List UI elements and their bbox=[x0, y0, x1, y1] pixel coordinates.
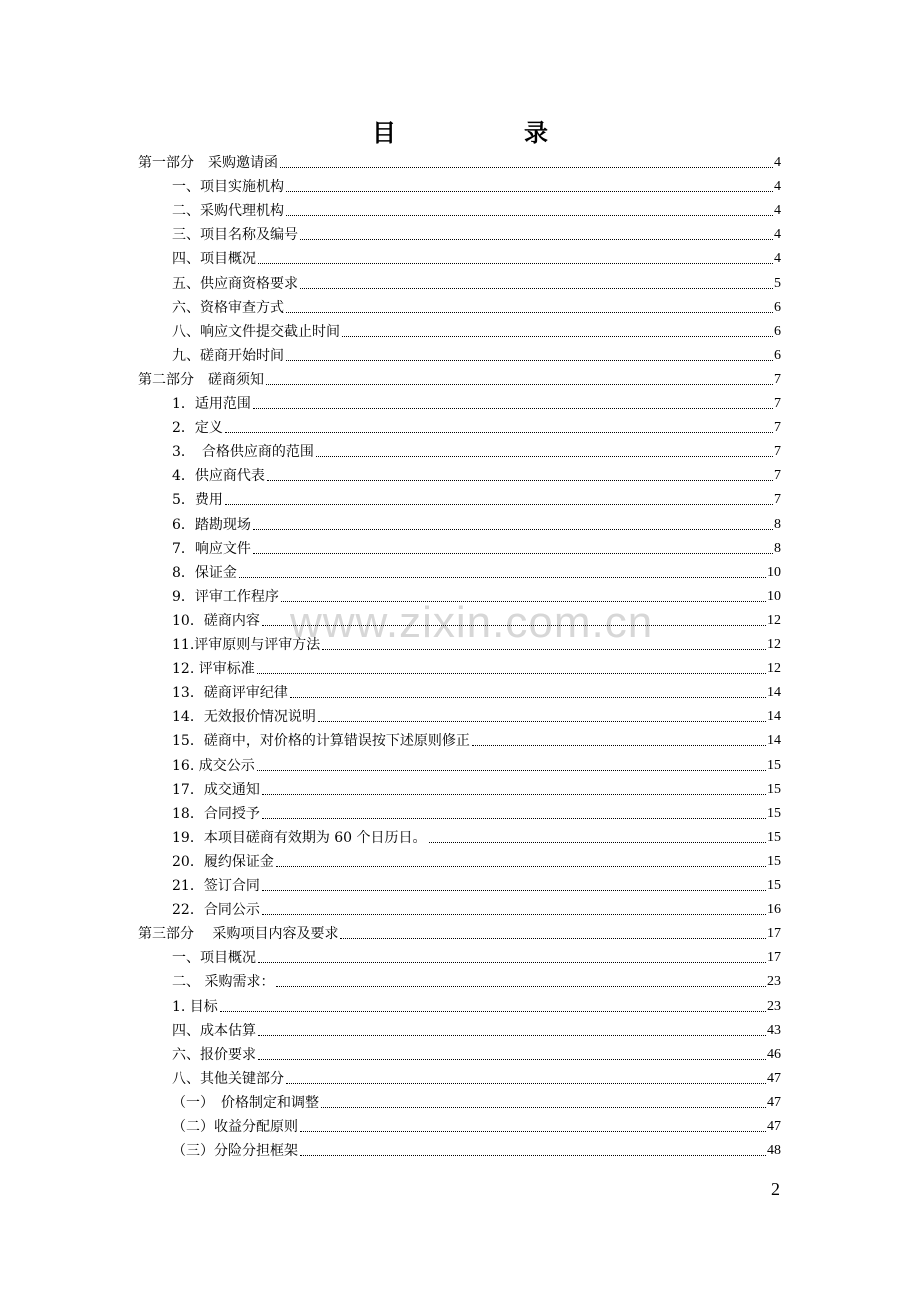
toc-entry-label: 22．合同公示 bbox=[172, 902, 260, 919]
toc-entry-page: 6 bbox=[774, 299, 781, 315]
toc-dot-leader bbox=[340, 938, 766, 939]
toc-entry[interactable] bbox=[172, 849, 781, 871]
toc-entry[interactable] bbox=[172, 632, 781, 654]
toc-title: 目 录 bbox=[372, 118, 600, 147]
toc-dot-leader bbox=[257, 770, 766, 771]
toc-dot-leader bbox=[316, 456, 773, 457]
watermark: www.zixin.com.cn bbox=[290, 598, 654, 647]
toc-entry[interactable] bbox=[172, 536, 781, 558]
toc-dot-leader bbox=[472, 745, 766, 746]
toc-entry-page: 7 bbox=[774, 371, 781, 387]
toc-entry-page: 47 bbox=[767, 1070, 781, 1086]
toc-dot-leader bbox=[262, 914, 766, 915]
toc-dot-leader bbox=[280, 167, 773, 168]
toc-dot-leader bbox=[225, 432, 773, 433]
toc-entry-page: 8 bbox=[774, 516, 781, 532]
toc-entry[interactable] bbox=[172, 198, 781, 220]
toc-entry-label: 二、 采购需求： bbox=[172, 974, 275, 991]
toc-entry-label: 19．本项目磋商有效期为 60 个日历日。 bbox=[172, 829, 427, 846]
toc-entry-label: 八、响应文件提交截止时间 bbox=[172, 323, 340, 340]
toc-entry-page: 7 bbox=[774, 468, 781, 484]
toc-dot-leader bbox=[429, 842, 766, 843]
toc-entry-page: 14 bbox=[767, 733, 781, 749]
toc-entry[interactable] bbox=[172, 1066, 781, 1088]
toc-dot-leader bbox=[286, 360, 773, 361]
toc-entry-label: 二、采购代理机构 bbox=[172, 203, 284, 220]
toc-entry-page: 12 bbox=[767, 661, 781, 677]
toc-entry[interactable] bbox=[172, 825, 781, 847]
toc-entry[interactable] bbox=[172, 174, 781, 196]
toc-entry[interactable] bbox=[138, 367, 781, 389]
toc-entry-page: 7 bbox=[774, 420, 781, 436]
toc-dot-leader bbox=[262, 818, 766, 819]
toc-entry-page: 15 bbox=[767, 829, 781, 845]
toc-entry[interactable] bbox=[172, 777, 781, 799]
toc-entry-page: 7 bbox=[774, 492, 781, 508]
toc-entry-label: 14．无效报价情况说明 bbox=[172, 709, 316, 726]
toc-entry[interactable] bbox=[172, 415, 781, 437]
toc-dot-leader bbox=[281, 601, 766, 602]
toc-entry[interactable] bbox=[172, 656, 781, 678]
toc-entry-page: 15 bbox=[767, 781, 781, 797]
toc-entry-label: （二）收益分配原则 bbox=[172, 1119, 298, 1135]
toc-dot-leader bbox=[220, 1011, 766, 1012]
toc-entry-label: （三）分险分担框架 bbox=[172, 1143, 298, 1160]
toc-dot-leader bbox=[262, 625, 766, 626]
toc-entry-label: 15．磋商中，对价格的计算错误按下述原则修正 bbox=[172, 733, 470, 750]
toc-entry-page: 15 bbox=[767, 757, 781, 773]
toc-dot-leader bbox=[322, 649, 766, 650]
toc-entry-page: 16 bbox=[767, 902, 781, 918]
toc-entry[interactable] bbox=[172, 1114, 781, 1136]
toc-entry-label: 五、供应商资格要求 bbox=[172, 275, 298, 292]
toc-dot-leader bbox=[266, 384, 773, 385]
toc-entry-page: 17 bbox=[767, 950, 781, 966]
toc-entry-page: 15 bbox=[767, 878, 781, 893]
toc-entry-label: 第一部分 采购邀请函 bbox=[138, 155, 278, 171]
toc-entry-label: 一、项目实施机构 bbox=[172, 179, 284, 196]
toc-dot-leader bbox=[225, 504, 773, 505]
toc-entry-page: 4 bbox=[774, 251, 781, 267]
toc-entry-label: 5．费用 bbox=[172, 492, 223, 509]
toc-dot-leader bbox=[258, 1059, 766, 1060]
toc-entry-label: 11.评审原则与评审方法 bbox=[172, 637, 321, 653]
toc-dot-leader bbox=[300, 288, 773, 289]
toc-dot-leader bbox=[318, 721, 766, 722]
toc-entry-label: 六、报价要求 bbox=[172, 1046, 256, 1063]
toc-entry[interactable] bbox=[172, 1138, 781, 1160]
toc-entry-label: 12. 评审标准 bbox=[172, 661, 255, 678]
toc-entry-label: 一、项目概况 bbox=[172, 950, 256, 967]
toc-dot-leader bbox=[342, 336, 773, 337]
toc-entry-label: 6．踏勘现场 bbox=[172, 516, 251, 533]
toc-entry-page: 23 bbox=[767, 998, 781, 1014]
toc-entry[interactable] bbox=[172, 728, 781, 750]
toc-dot-leader bbox=[300, 1131, 766, 1132]
toc-entry-page: 5 bbox=[774, 275, 781, 291]
toc-entry[interactable] bbox=[172, 295, 781, 317]
toc-entry-label: 九、磋商开始时间 bbox=[172, 347, 284, 364]
toc-entry-label: 9．评审工作程序 bbox=[172, 588, 279, 605]
toc-dot-leader bbox=[239, 577, 766, 578]
toc-entry[interactable] bbox=[172, 560, 781, 582]
toc-entry-page: 46 bbox=[767, 1046, 781, 1062]
toc-dot-leader bbox=[258, 962, 766, 963]
toc-entry-label: 21．签订合同 bbox=[172, 878, 260, 894]
toc-dot-leader bbox=[290, 697, 766, 698]
toc-entry[interactable] bbox=[138, 921, 781, 943]
toc-entry-page: 8 bbox=[774, 540, 781, 556]
toc-dot-leader bbox=[286, 191, 773, 192]
toc-dot-leader bbox=[253, 408, 773, 409]
toc-entry[interactable] bbox=[172, 1090, 781, 1112]
toc-entry-label: 第二部分 磋商须知 bbox=[138, 371, 264, 388]
toc-entry[interactable] bbox=[172, 319, 781, 341]
toc-dot-leader bbox=[276, 866, 766, 867]
toc-entry[interactable] bbox=[172, 222, 781, 244]
toc-entry-page: 4 bbox=[774, 227, 781, 243]
toc-dot-leader bbox=[300, 239, 773, 240]
toc-entry-page: 10 bbox=[767, 588, 781, 604]
toc-entry-label: （一） 价格制定和调整 bbox=[172, 1094, 319, 1111]
toc-entry-label: 1. 目标 bbox=[172, 998, 218, 1015]
toc-entry-label: 8．保证金 bbox=[172, 564, 237, 581]
toc-entry-label: 18．合同授予 bbox=[172, 805, 260, 822]
toc-entry-page: 6 bbox=[774, 323, 781, 339]
toc-entry-page: 12 bbox=[767, 612, 781, 628]
toc-entry[interactable] bbox=[138, 150, 781, 172]
toc-dot-leader bbox=[258, 1035, 766, 1036]
toc-entry-label: 3． 合格供应商的范围 bbox=[172, 444, 314, 461]
toc-dot-leader bbox=[253, 529, 773, 530]
toc-entry-label: 4．供应商代表 bbox=[172, 468, 265, 485]
toc-entry[interactable] bbox=[172, 487, 781, 509]
toc-entry[interactable] bbox=[172, 897, 781, 919]
toc-dot-leader bbox=[286, 312, 773, 313]
toc-entry[interactable] bbox=[172, 343, 781, 365]
toc-entry-label: 三、项目名称及编号 bbox=[172, 227, 298, 244]
toc-entry-label: 八、其他关键部分 bbox=[172, 1070, 284, 1087]
toc-entry-page: 48 bbox=[767, 1143, 781, 1159]
toc-entry-page: 10 bbox=[767, 564, 781, 580]
toc-entry-label: 7．响应文件 bbox=[172, 540, 251, 557]
toc-entry-label: 13．磋商评审纪律 bbox=[172, 685, 288, 702]
toc-entry[interactable] bbox=[172, 1042, 781, 1064]
toc-entry-page: 14 bbox=[767, 709, 781, 725]
toc-entry-page: 6 bbox=[774, 347, 781, 363]
toc-dot-leader bbox=[262, 794, 766, 795]
toc-entry[interactable] bbox=[172, 584, 781, 606]
toc-entry-page: 4 bbox=[774, 155, 781, 170]
toc-entry[interactable] bbox=[172, 246, 781, 268]
toc-entry[interactable] bbox=[172, 704, 781, 726]
toc-entry-page: 14 bbox=[767, 685, 781, 701]
toc-entry-label: 10．磋商内容 bbox=[172, 612, 260, 629]
toc-entry-page: 4 bbox=[774, 203, 781, 219]
page-number: 2 bbox=[771, 1179, 780, 1199]
toc-dot-leader bbox=[253, 553, 773, 554]
toc-dot-leader bbox=[286, 1083, 766, 1084]
toc-entry-label: 四、成本估算 bbox=[172, 1022, 256, 1039]
toc-entry-page: 12 bbox=[767, 637, 781, 652]
toc-entry-page: 47 bbox=[767, 1094, 781, 1110]
toc-entry[interactable] bbox=[172, 463, 781, 485]
toc-entry-label: 20．履约保证金 bbox=[172, 853, 274, 870]
toc-entry-page: 7 bbox=[774, 396, 781, 411]
toc-entry-page: 47 bbox=[767, 1119, 781, 1134]
toc-dot-leader bbox=[286, 215, 773, 216]
toc-entry[interactable] bbox=[172, 873, 781, 895]
toc-entry-label: 六、资格审查方式 bbox=[172, 299, 284, 316]
toc-entry[interactable] bbox=[172, 945, 781, 967]
toc-dot-leader bbox=[321, 1107, 766, 1108]
toc-entry-label: 四、项目概况 bbox=[172, 251, 256, 268]
toc-entry[interactable] bbox=[172, 439, 781, 461]
toc-entry[interactable] bbox=[172, 680, 781, 702]
toc-entry-page: 43 bbox=[767, 1022, 781, 1038]
toc-entry[interactable] bbox=[172, 753, 781, 775]
toc-entry-page: 23 bbox=[767, 974, 781, 990]
toc-dot-leader bbox=[262, 890, 766, 891]
toc-entry-label: 第三部分 采购项目内容及要求 bbox=[138, 926, 339, 943]
toc-entry-label: 1．适用范围 bbox=[172, 396, 251, 412]
toc-entry-page: 4 bbox=[774, 179, 781, 195]
toc-dot-leader bbox=[276, 986, 766, 987]
toc-entry-page: 17 bbox=[767, 926, 781, 942]
toc-entry[interactable] bbox=[172, 801, 781, 823]
toc-entry[interactable] bbox=[172, 608, 781, 630]
toc-entry-label: 17．成交通知 bbox=[172, 781, 260, 798]
toc-entry[interactable] bbox=[172, 994, 781, 1016]
toc-entry[interactable] bbox=[172, 512, 781, 534]
toc-entry[interactable] bbox=[172, 391, 781, 413]
toc-entry-page: 15 bbox=[767, 853, 781, 869]
toc-entry-label: 16. 成交公示 bbox=[172, 757, 255, 774]
toc-entry-label: 2．定义 bbox=[172, 420, 223, 437]
toc-entry-page: 15 bbox=[767, 805, 781, 821]
toc-dot-leader bbox=[267, 480, 773, 481]
toc-entry[interactable] bbox=[172, 969, 781, 991]
toc-entry[interactable] bbox=[172, 1018, 781, 1040]
toc-entry-page: 7 bbox=[774, 444, 781, 460]
toc-entry[interactable] bbox=[172, 271, 781, 293]
toc-dot-leader bbox=[300, 1155, 766, 1156]
toc-dot-leader bbox=[257, 673, 766, 674]
toc-dot-leader bbox=[258, 263, 773, 264]
